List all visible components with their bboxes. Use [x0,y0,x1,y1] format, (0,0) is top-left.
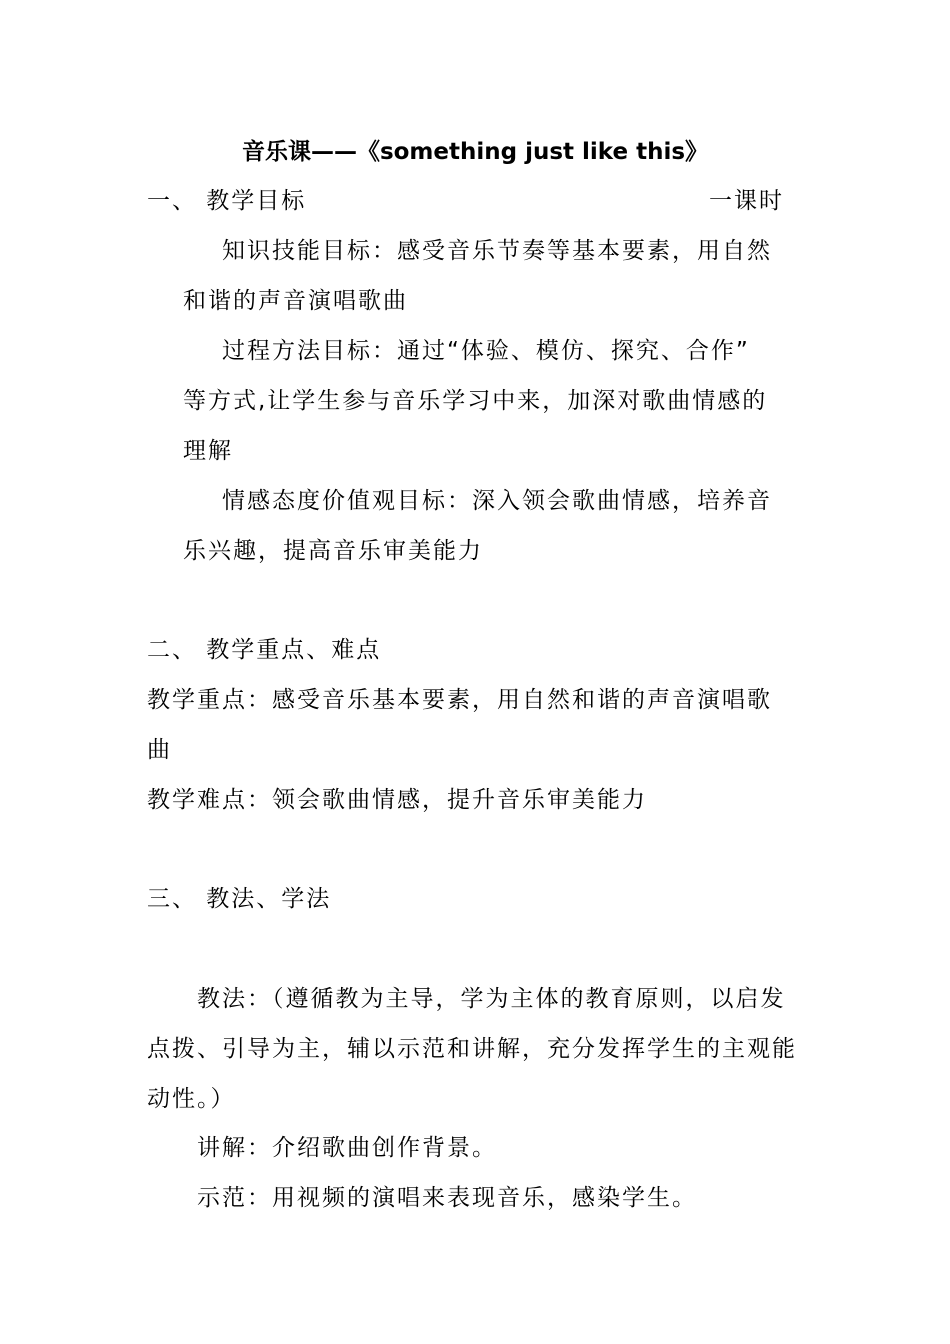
document-title: 音乐课——《something just like this》 [241,139,709,165]
teaching-method-line-1: 教法：（遵循教为主导，学为主体的教育原则，以启发 [197,986,786,1012]
teaching-method-line-2: 点拨、引导为主，辅以示范和讲解，充分发挥学生的主观能 [147,1036,797,1062]
teaching-method-line-3: 动性。） [147,1086,236,1112]
section-3-heading: 三、 教法、学法 [147,886,332,912]
key-point-line-1: 教学重点：感受音乐基本要素，用自然和谐的声音演唱歌 [147,687,772,713]
lesson-duration: 一课时 [709,188,784,214]
section-2-heading: 二、 教学重点、难点 [147,637,382,663]
demonstration-method: 示范：用视频的演唱来表现音乐，感染学生。 [197,1185,697,1211]
process-goal-line-2: 等方式,让学生参与音乐学习中来，加深对歌曲情感的 [183,388,768,414]
process-goal-line-3: 理解 [183,438,233,464]
explanation-method: 讲解：介绍歌曲创作背景。 [197,1135,497,1161]
process-goal-line-1: 过程方法目标：通过“体验、模仿、探究、合作” [222,338,750,364]
key-point-line-2: 曲 [147,737,172,763]
section-1-heading: 一、 教学目标 [147,188,307,214]
knowledge-goal-line-2: 和谐的声音演唱歌曲 [183,288,408,314]
difficulty-point: 教学难点：领会歌曲情感，提升音乐审美能力 [147,787,647,813]
emotion-goal-line-2: 乐兴趣，提高音乐审美能力 [183,538,483,564]
emotion-goal-line-1: 情感态度价值观目标：深入领会歌曲情感，培养音 [222,488,772,514]
knowledge-goal-line-1: 知识技能目标：感受音乐节奏等基本要素，用自然 [222,238,772,264]
